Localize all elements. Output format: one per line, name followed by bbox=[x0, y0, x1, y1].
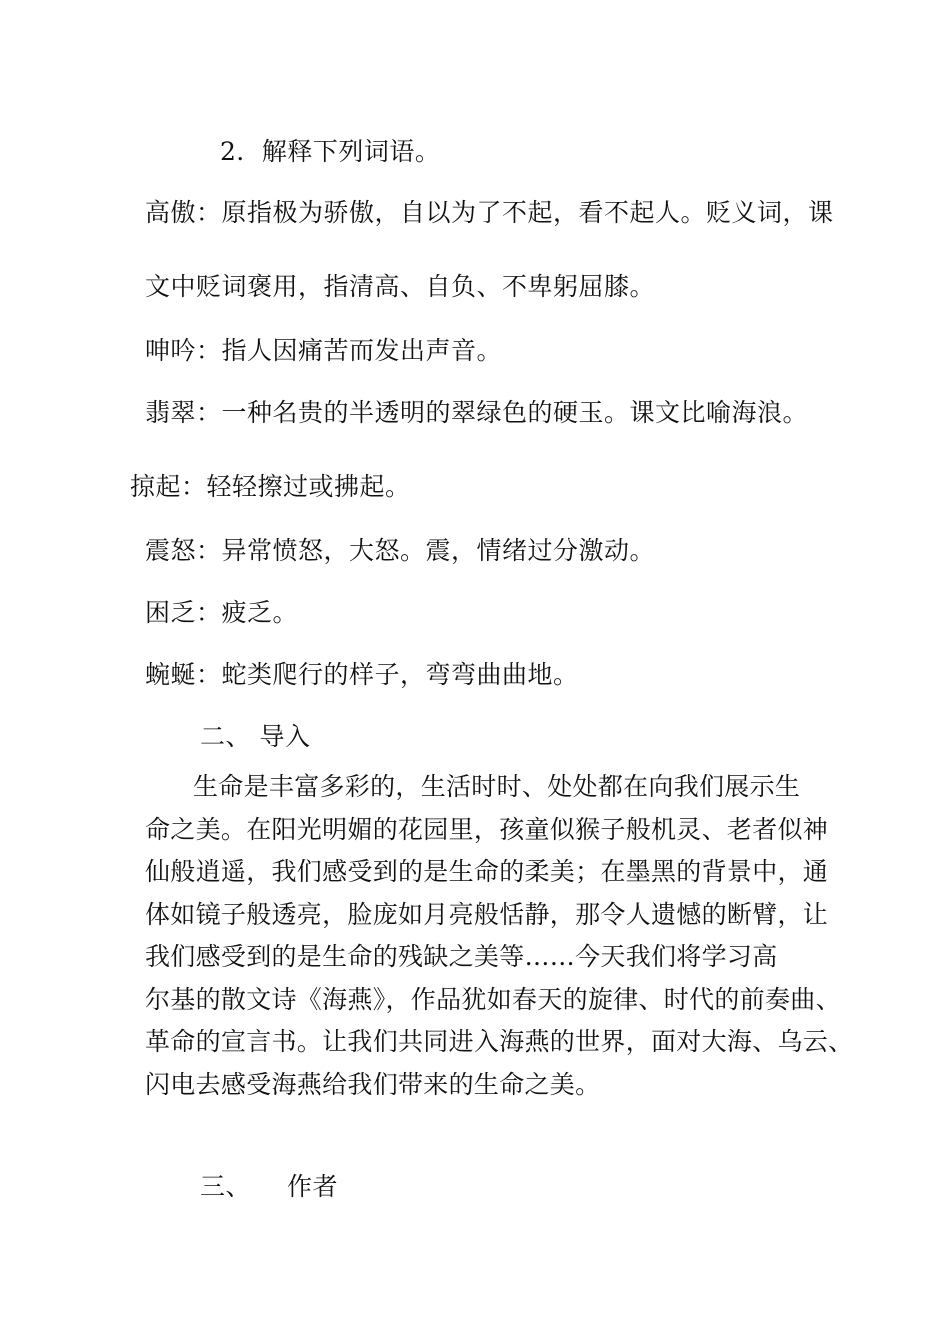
intro-line: 命之美。在阳光明媚的花园里，孩童似猴子般机灵、老者似神 bbox=[145, 814, 829, 844]
vocab-kunfa: 困乏：疲乏。 bbox=[145, 598, 299, 627]
vocab-lueqi: 掠起：轻轻擦过或拂起。 bbox=[130, 472, 411, 501]
intro-line: 闪电去感受海燕给我们带来的生命之美。 bbox=[145, 1069, 601, 1099]
section-2-title: 导入 bbox=[259, 722, 311, 751]
section-2-number: 二、 bbox=[200, 722, 252, 751]
section-3-heading bbox=[200, 1170, 338, 1204]
heading-vocab: 2．解释下列词语。 bbox=[220, 137, 441, 166]
vocab-zhennu: 震怒：异常愤怒，大怒。震，情绪过分激动。 bbox=[145, 536, 656, 565]
vocab-gaoao-line1: 高傲：原指极为骄傲，自以为了不起，看不起人。贬义词，课 bbox=[145, 198, 834, 227]
vocab-feicui: 翡翠：一种名贵的半透明的翠绿色的硬玉。课文比喻海浪。 bbox=[145, 398, 809, 427]
vocab-gaoao-line2: 文中贬词褒用，指清高、自负、不卑躬屈膝。 bbox=[145, 272, 656, 301]
intro-line: 生命是丰富多彩的，生活时时、处处都在向我们展示生 bbox=[193, 772, 801, 801]
vocab-wanyan: 蜿蜒：蛇类爬行的样子，弯弯曲曲地。 bbox=[145, 660, 579, 689]
intro-paragraph bbox=[145, 766, 854, 1106]
section-3-number: 三、 bbox=[200, 1172, 252, 1201]
vocab-shenyin: 呻吟：指人因痛苦而发出声音。 bbox=[145, 336, 503, 365]
intro-line: 体如镜子般透亮，脸庞如月亮般恬静，那令人遗憾的断臂，让 bbox=[145, 899, 829, 929]
intro-line: 仙般逍遥，我们感受到的是生命的柔美；在墨黑的背景中，通 bbox=[145, 857, 829, 886]
intro-line: 革命的宣言书。让我们共同进入海燕的世界，面对大海、乌云、 bbox=[145, 1027, 854, 1056]
section-2-heading bbox=[200, 720, 310, 754]
section-3-title: 作者 bbox=[287, 1172, 339, 1201]
intro-line: 我们感受到的是生命的残缺之美等……今天我们将学习高 bbox=[145, 942, 778, 971]
intro-line: 尔基的散文诗《海燕》，作品犹如春天的旋律、时代的前奏曲、 bbox=[145, 984, 841, 1014]
